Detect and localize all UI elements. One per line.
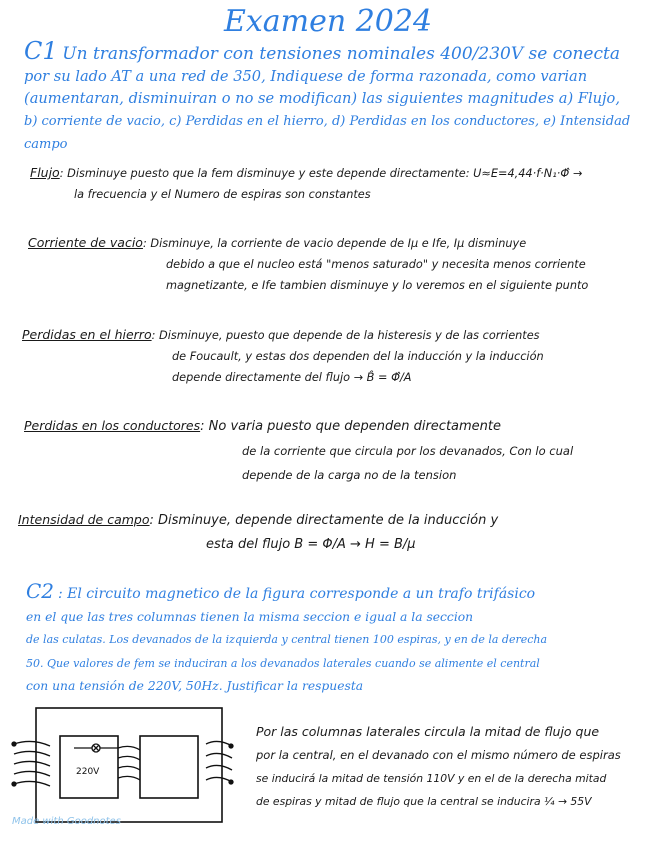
question-label-c2: C2	[26, 579, 55, 603]
answer-line: No varia puesto que dependen directamente	[208, 419, 502, 434]
question-line: de las culatas. Los devanados de la izquierda y central tienen 100 espiras, y en de la derecha	[26, 633, 548, 646]
question-line: con una tensión de 220V, 50Hz. Justificar la respuesta	[26, 679, 364, 693]
right-winding	[206, 741, 233, 784]
goodnotes-watermark: Made with Goodnotes	[12, 816, 121, 827]
answer-line: depende directamente del flujo → B̂ = Φ̂/A	[172, 371, 412, 384]
answer-perdidas-hierro: Perdidas en el hierro: Disminuye, puesto que depende de la histeresis y de las corrientes de Foucault, y estas dos dependen del la inducción y la inducción depende directamente del flujo → B̂ = Φ̂/A	[22, 324, 642, 388]
answer-line: por la central, en el devanado con el mismo número de espiras	[256, 748, 621, 762]
answer-flujo: Flujo: Disminuye puesto que la fem disminuye y este depende directamente: U≈E=4,44·f·N₁·Φ̂ → la frecuencia y el Numero de espiras son constantes	[30, 162, 650, 205]
core-outer-frame	[36, 708, 222, 822]
left-winding	[12, 741, 50, 786]
question-line: : El circuito magnetico de la figura corresponde a un trafo trifásico	[57, 586, 536, 602]
answer-term: Intensidad de campo	[18, 512, 150, 527]
answer-line: Disminuye, depende directamente de la inducción y	[158, 513, 499, 528]
question-line: b) corriente de vacio, c) Perdidas en el hierro, d) Perdidas en los conductores, e) Intensidad campo	[24, 114, 631, 152]
page-title: Examen 2024	[223, 4, 433, 39]
answer-corriente-vacio: Corriente de vacio: Disminuye, la corriente de vacio depende de Iμ e Ife, Iμ disminuye debido a que el nucleo está "menos saturado" y necesita menos corriente magnetizante, e Ife tambien disminuye y lo veremos en el siguiente punto	[28, 232, 648, 296]
answer-line: se inducirá la mitad de tensión 110V y en el de la derecha mitad	[256, 772, 607, 785]
answer-line: Disminuye, puesto que depende de la histeresis y de las corrientes	[159, 329, 540, 342]
answer-line: esta del flujo B = Φ/A → H = B/μ	[206, 537, 416, 552]
voltage-label: 220V	[76, 767, 100, 777]
answer-c2	[256, 720, 648, 813]
question-line: por su lado AT a una red de 350, Indiquese de forma razonada, como varian	[24, 68, 588, 85]
answer-line: magnetizante, e Ife tambien disminuye y lo veremos en el siguiente punto	[166, 279, 589, 292]
answer-line: debido a que el nucleo está "menos saturado" y necesita menos corriente	[166, 258, 586, 271]
question-line: Un transformador con tensiones nominales 400/230V se conecta	[62, 44, 620, 64]
question-c1	[24, 37, 644, 156]
question-line: (aumentaran, disminuiran o no se modifican) las siguientes magnitudes a) Flujo,	[24, 90, 620, 107]
answer-line: de la corriente que circula por los devanados, Con lo cual	[242, 444, 574, 458]
question-line: 50. Que valores de fem se induciran a los devanados laterales cuando se alimente el central	[26, 656, 540, 670]
answer-term: Perdidas en los conductores	[24, 418, 201, 433]
answer-intensidad-campo: Intensidad de campo: Disminuye, depende directamente de la inducción y esta del flujo B = Φ/A → H = B/μ	[18, 508, 644, 557]
answer-line: la frecuencia y el Numero de espiras son constantes	[74, 188, 371, 201]
core-window-right	[140, 736, 198, 798]
answer-line: Disminuye, la corriente de vacio depende de Iμ e Ife, Iμ disminuye	[150, 237, 527, 250]
answer-term: Flujo	[30, 165, 60, 180]
question-label-c1: C1	[24, 37, 58, 65]
answer-term: Corriente de vacio	[28, 235, 143, 250]
question-c2	[26, 580, 650, 698]
answer-perdidas-conductores: Perdidas en los conductores: No varia puesto que dependen directamente de la corriente que circula por los devanados, Con lo cual depende de la carga no de la tension	[24, 414, 644, 487]
answer-line: de espiras y mitad de flujo que la central se inducira ¼ → 55V	[256, 795, 592, 808]
answer-line: Disminuye puesto que la fem disminuye y este depende directamente: U≈E=4,44·f·N₁·Φ̂ →	[67, 167, 583, 180]
answer-line: de Foucault, y estas dos dependen del la inducción y la inducción	[172, 350, 544, 363]
transformer-core-diagram	[10, 704, 234, 826]
answer-line: Por las columnas laterales circula la mitad de flujo que	[256, 724, 600, 739]
answer-term: Perdidas en el hierro	[22, 327, 152, 342]
question-line: en el que las tres columnas tienen la misma seccion e igual a la seccion	[26, 609, 474, 624]
answer-line: depende de la carga no de la tension	[242, 468, 457, 482]
